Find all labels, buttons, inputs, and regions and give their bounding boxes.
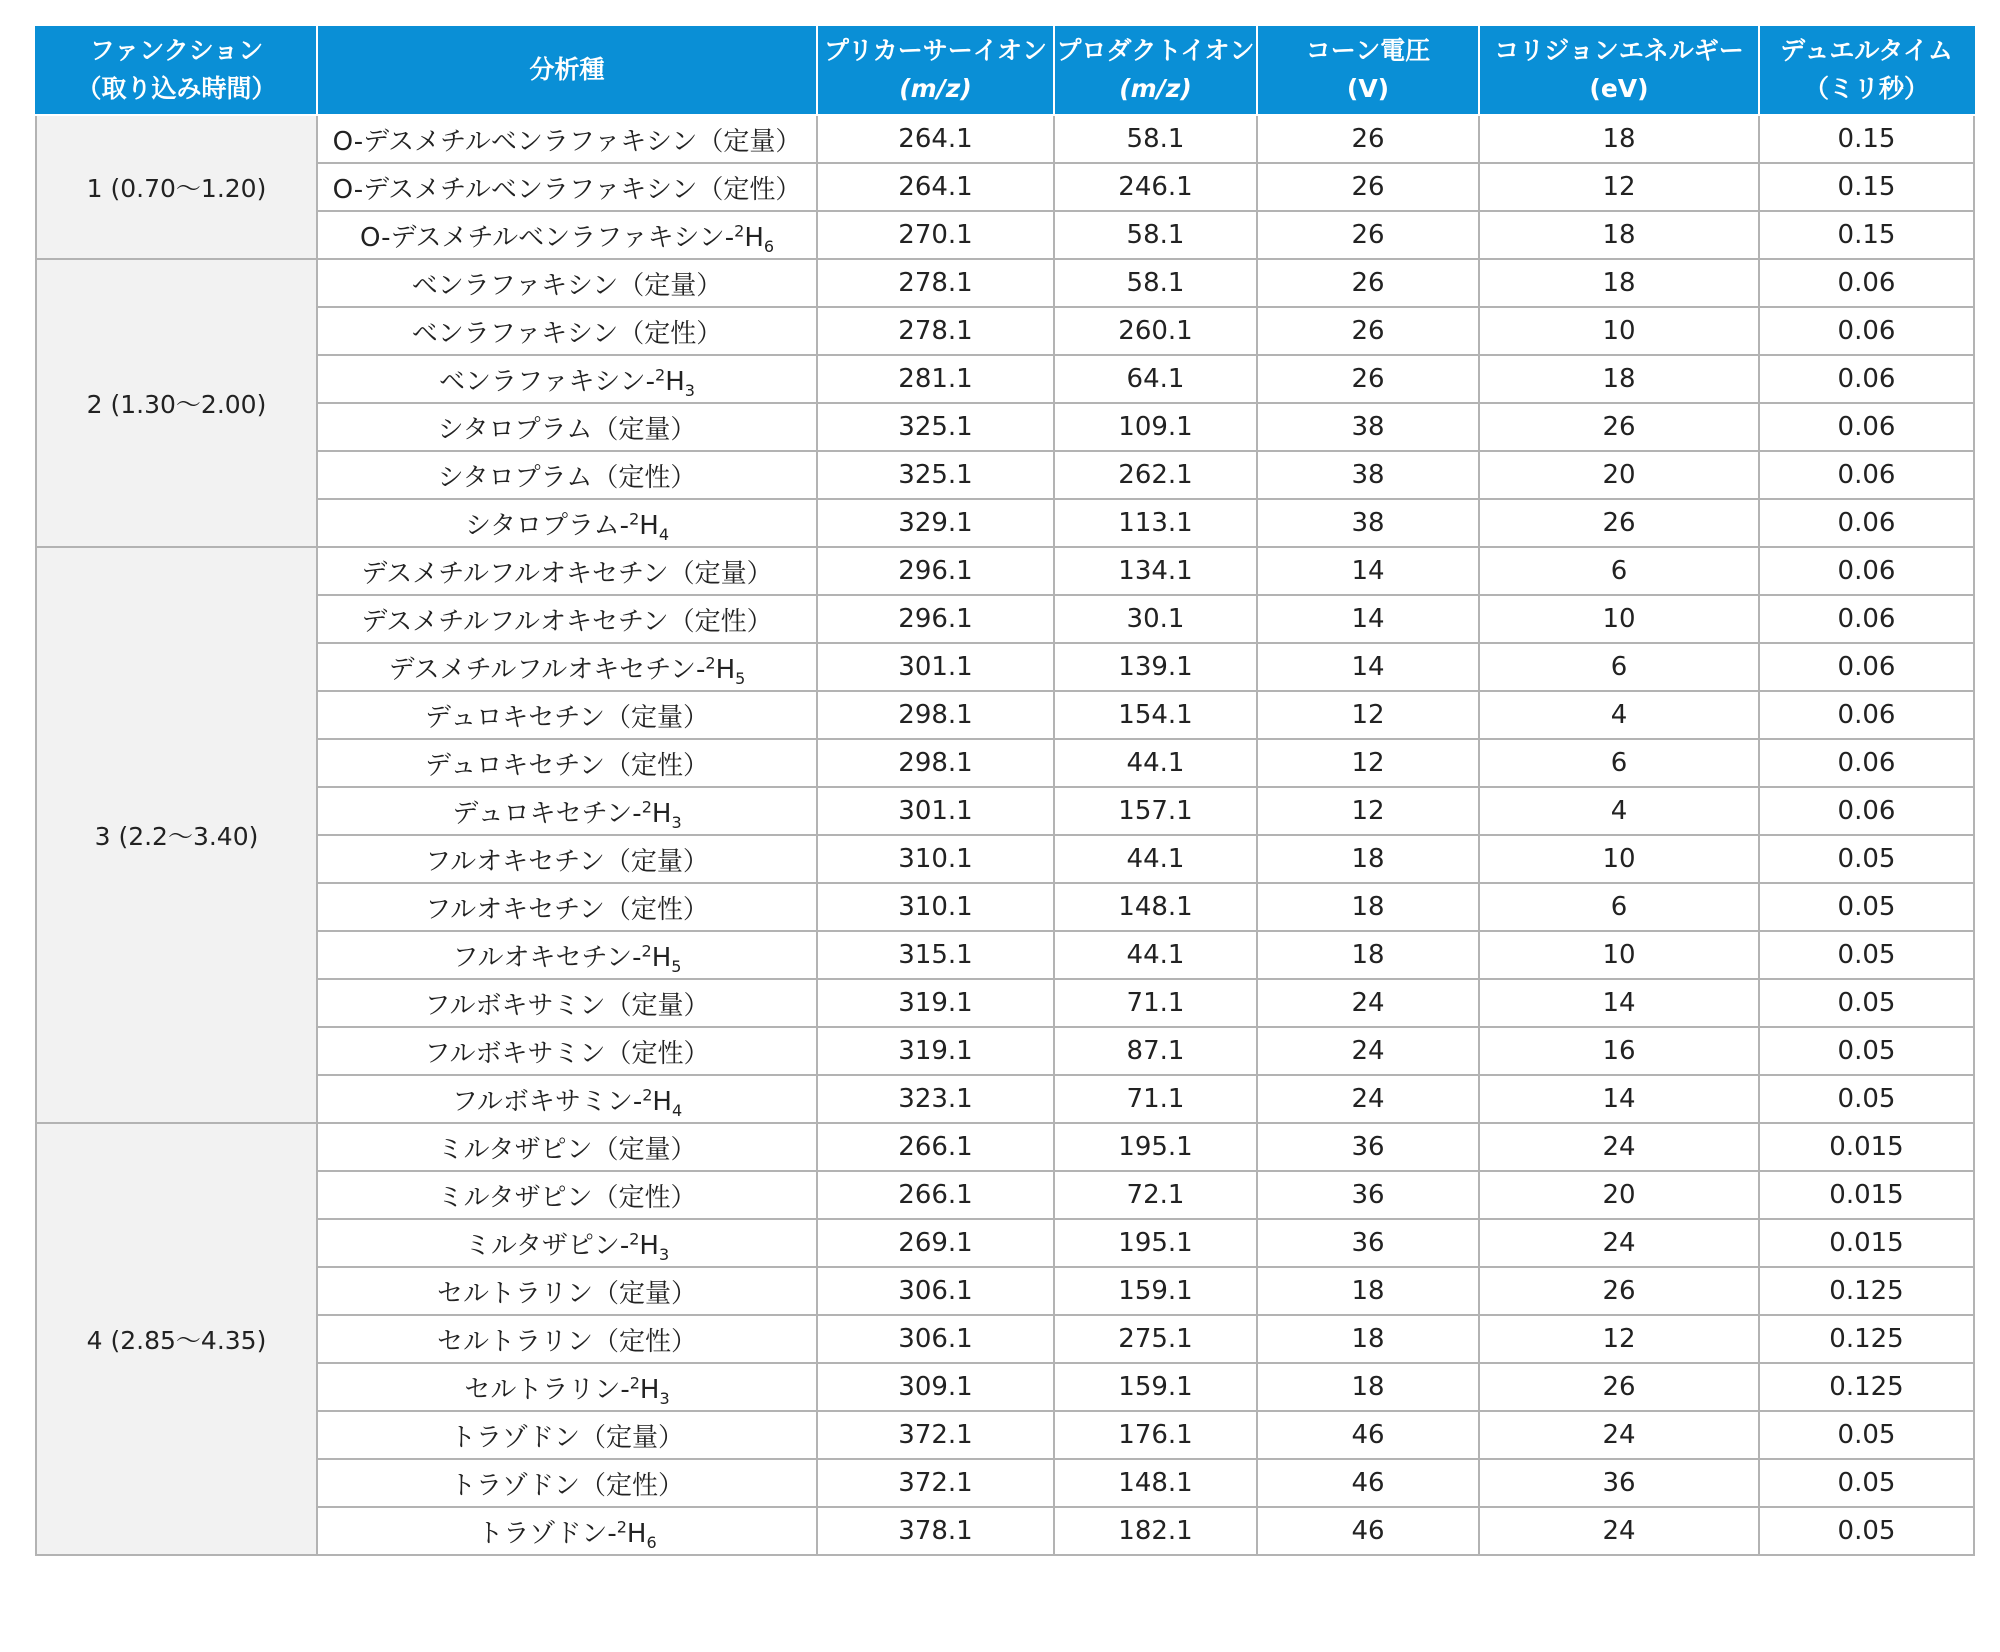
- precursor-cell: 264.1: [817, 115, 1054, 163]
- collision-energy-cell: 24: [1479, 1411, 1759, 1459]
- dwell-time-cell: 0.06: [1759, 739, 1974, 787]
- precursor-cell: 319.1: [817, 979, 1054, 1027]
- analyte-name: デスメチルフルオキセチン-: [388, 654, 706, 685]
- analyte-name: シタロプラム（定性）: [437, 462, 697, 493]
- mrm-parameters-table: [35, 26, 1975, 1556]
- table-row: [36, 595, 1974, 643]
- table-row: [36, 355, 1974, 403]
- table-row: [36, 691, 1974, 739]
- table-row: [36, 115, 1974, 163]
- cone-voltage-cell: 46: [1257, 1459, 1479, 1507]
- collision-energy-cell: 36: [1479, 1459, 1759, 1507]
- collision-energy-cell: 24: [1479, 1123, 1759, 1171]
- precursor-cell: 266.1: [817, 1171, 1054, 1219]
- dwell-time-cell: 0.015: [1759, 1219, 1974, 1267]
- dwell-time-cell: 0.05: [1759, 1027, 1974, 1075]
- product-cell: 30.1: [1054, 595, 1257, 643]
- isotope-mass-number: 2: [641, 796, 652, 816]
- cone-voltage-cell: 26: [1257, 307, 1479, 355]
- table-body: [36, 115, 1974, 1555]
- table-row: [36, 307, 1974, 355]
- cone-voltage-cell: 12: [1257, 691, 1479, 739]
- isotope-mass-number: 2: [629, 1372, 640, 1392]
- isotope-count: 4: [658, 524, 670, 544]
- product-cell: 71.1: [1054, 1075, 1257, 1123]
- cone-voltage-cell: 18: [1257, 1363, 1479, 1411]
- analyte-cell: [317, 307, 817, 355]
- dwell-time-cell: 0.125: [1759, 1363, 1974, 1411]
- analyte-name: ミルタザピン（定量）: [437, 1134, 697, 1165]
- product-cell: 44.1: [1054, 835, 1257, 883]
- analyte-cell: [317, 1315, 817, 1363]
- cone-voltage-cell: 24: [1257, 1027, 1479, 1075]
- analyte-name: フルボキサミン（定量）: [424, 990, 710, 1021]
- analyte-name: ミルタザピン（定性）: [437, 1182, 697, 1213]
- analyte-cell: [317, 883, 817, 931]
- analyte-name: フルオキセチン（定性）: [425, 894, 709, 925]
- cone-voltage-cell: 14: [1257, 547, 1479, 595]
- analyte-name: ベンラファキシン（定性）: [411, 318, 723, 349]
- analyte-cell: [317, 1507, 817, 1555]
- precursor-cell: 298.1: [817, 739, 1054, 787]
- table-row: [36, 1075, 1974, 1123]
- isotope-mass-number: 2: [616, 1516, 627, 1536]
- isotope-count: 5: [671, 956, 682, 976]
- precursor-cell: 269.1: [817, 1219, 1054, 1267]
- table-row: [36, 1267, 1974, 1315]
- cone-voltage-cell: 36: [1257, 1219, 1479, 1267]
- analyte-name: シタロプラム-: [464, 510, 630, 541]
- product-cell: 58.1: [1054, 259, 1257, 307]
- analyte-cell: [317, 403, 817, 451]
- cone-voltage-cell: 24: [1257, 1075, 1479, 1123]
- product-cell: 109.1: [1054, 403, 1257, 451]
- product-cell: 159.1: [1054, 1267, 1257, 1315]
- isotope-mass-number: 2: [629, 508, 640, 528]
- dwell-time-cell: 0.06: [1759, 547, 1974, 595]
- analyte-name: トラゾドン（定性）: [449, 1470, 684, 1501]
- precursor-cell: 306.1: [817, 1267, 1054, 1315]
- analyte-cell: [317, 1171, 817, 1219]
- precursor-cell: 329.1: [817, 499, 1054, 547]
- isotope-element: H: [639, 510, 659, 541]
- analyte-cell: [317, 787, 817, 835]
- cone-voltage-cell: 38: [1257, 403, 1479, 451]
- collision-energy-cell: 10: [1479, 931, 1759, 979]
- product-cell: 275.1: [1054, 1315, 1257, 1363]
- dwell-time-cell: 0.015: [1759, 1123, 1974, 1171]
- analyte-cell: [317, 163, 817, 211]
- header-product-ion: プロダクトイオン (m/z): [1054, 26, 1257, 115]
- function-cell: 3 (2.2～3.40): [36, 547, 317, 1123]
- analyte-cell: [317, 1363, 817, 1411]
- isotope-count: 3: [671, 812, 682, 832]
- dwell-time-cell: 0.05: [1759, 979, 1974, 1027]
- cone-voltage-cell: 14: [1257, 643, 1479, 691]
- dwell-time-cell: 0.06: [1759, 451, 1974, 499]
- isotope-mass-number: 2: [655, 364, 666, 384]
- dwell-time-cell: 0.05: [1759, 1075, 1974, 1123]
- precursor-cell: 325.1: [817, 451, 1054, 499]
- precursor-cell: 266.1: [817, 1123, 1054, 1171]
- analyte-cell: [317, 691, 817, 739]
- cone-voltage-cell: 26: [1257, 163, 1479, 211]
- collision-energy-cell: 26: [1479, 403, 1759, 451]
- precursor-cell: 306.1: [817, 1315, 1054, 1363]
- table-row: [36, 979, 1974, 1027]
- collision-energy-cell: 4: [1479, 691, 1759, 739]
- table-row: [36, 835, 1974, 883]
- table-row: [36, 1315, 1974, 1363]
- dwell-time-cell: 0.05: [1759, 1411, 1974, 1459]
- dwell-time-cell: 0.06: [1759, 595, 1974, 643]
- header-analyte: 分析種: [317, 26, 817, 115]
- dwell-time-cell: 0.06: [1759, 691, 1974, 739]
- analyte-cell: [317, 979, 817, 1027]
- dwell-time-cell: 0.06: [1759, 355, 1974, 403]
- collision-energy-cell: 20: [1479, 451, 1759, 499]
- analyte-cell: [317, 1411, 817, 1459]
- collision-energy-cell: 6: [1479, 739, 1759, 787]
- function-cell: 2 (1.30～2.00): [36, 259, 317, 547]
- product-cell: 260.1: [1054, 307, 1257, 355]
- header-collision-energy: コリジョンエネルギー (eV): [1479, 26, 1759, 115]
- table-row: [36, 643, 1974, 691]
- collision-energy-cell: 10: [1479, 307, 1759, 355]
- header-row: [36, 26, 1974, 115]
- table-row: [36, 1459, 1974, 1507]
- analyte-name: フルオキセチン-: [452, 942, 642, 973]
- analyte-cell: [317, 739, 817, 787]
- table-row: [36, 1507, 1974, 1555]
- product-cell: 176.1: [1054, 1411, 1257, 1459]
- precursor-cell: 310.1: [817, 835, 1054, 883]
- analyte-name: セルトラリン（定性）: [436, 1326, 697, 1357]
- table-row: [36, 739, 1974, 787]
- isotope-count: 6: [646, 1532, 657, 1552]
- dwell-time-cell: 0.06: [1759, 403, 1974, 451]
- dwell-time-cell: 0.06: [1759, 643, 1974, 691]
- analyte-cell: [317, 547, 817, 595]
- precursor-cell: 315.1: [817, 931, 1054, 979]
- product-cell: 58.1: [1054, 211, 1257, 259]
- cone-voltage-cell: 26: [1257, 115, 1479, 163]
- header-precursor-ion: プリカーサーイオン (m/z): [817, 26, 1054, 115]
- analyte-name: フルボキサミン-: [451, 1086, 643, 1117]
- collision-energy-cell: 12: [1479, 1315, 1759, 1363]
- precursor-cell: 264.1: [817, 163, 1054, 211]
- dwell-time-cell: 0.06: [1759, 787, 1974, 835]
- table-row: [36, 211, 1974, 259]
- product-cell: 71.1: [1054, 979, 1257, 1027]
- cone-voltage-cell: 36: [1257, 1123, 1479, 1171]
- table-row: [36, 1219, 1974, 1267]
- product-cell: 246.1: [1054, 163, 1257, 211]
- analyte-cell: [317, 1123, 817, 1171]
- cone-voltage-cell: 26: [1257, 259, 1479, 307]
- cone-voltage-cell: 18: [1257, 931, 1479, 979]
- dwell-time-cell: 0.05: [1759, 883, 1974, 931]
- cone-voltage-cell: 18: [1257, 1315, 1479, 1363]
- isotope-element: H: [651, 942, 672, 973]
- table-row: [36, 1027, 1974, 1075]
- product-cell: 44.1: [1054, 931, 1257, 979]
- product-cell: 262.1: [1054, 451, 1257, 499]
- cone-voltage-cell: 12: [1257, 739, 1479, 787]
- table-row: [36, 883, 1974, 931]
- collision-energy-cell: 14: [1479, 979, 1759, 1027]
- table-row: [36, 163, 1974, 211]
- collision-energy-cell: 10: [1479, 835, 1759, 883]
- collision-energy-cell: 6: [1479, 883, 1759, 931]
- cone-voltage-cell: 46: [1257, 1507, 1479, 1555]
- product-cell: 72.1: [1054, 1171, 1257, 1219]
- isotope-count: 5: [735, 668, 746, 688]
- analyte-cell: [317, 1075, 817, 1123]
- analyte-name: デスメチルフルオキセチン（定量）: [361, 558, 773, 589]
- header-function: ファンクション （取り込み時間）: [36, 26, 317, 115]
- product-cell: 87.1: [1054, 1027, 1257, 1075]
- dwell-time-cell: 0.06: [1759, 259, 1974, 307]
- table-row: [36, 547, 1974, 595]
- dwell-time-cell: 0.05: [1759, 931, 1974, 979]
- precursor-cell: 301.1: [817, 787, 1054, 835]
- precursor-cell: 309.1: [817, 1363, 1054, 1411]
- cone-voltage-cell: 36: [1257, 1171, 1479, 1219]
- isotope-mass-number: 2: [641, 940, 652, 960]
- analyte-name: セルトラリン（定量）: [436, 1278, 697, 1309]
- collision-energy-cell: 18: [1479, 355, 1759, 403]
- collision-energy-cell: 16: [1479, 1027, 1759, 1075]
- product-cell: 148.1: [1054, 1459, 1257, 1507]
- analyte-cell: [317, 1027, 817, 1075]
- analyte-cell: [317, 259, 817, 307]
- product-cell: 154.1: [1054, 691, 1257, 739]
- analyte-name: シタロプラム（定量）: [437, 414, 697, 445]
- table-row: [36, 499, 1974, 547]
- table-row: [36, 1411, 1974, 1459]
- analyte-cell: [317, 1459, 817, 1507]
- analyte-cell: [317, 355, 817, 403]
- isotope-mass-number: 2: [705, 652, 716, 672]
- precursor-cell: 296.1: [817, 595, 1054, 643]
- product-cell: 139.1: [1054, 643, 1257, 691]
- collision-energy-cell: 20: [1479, 1171, 1759, 1219]
- isotope-element: H: [652, 1086, 672, 1117]
- analyte-name: O-デスメチルベンラファキシン-: [359, 222, 735, 253]
- collision-energy-cell: 10: [1479, 595, 1759, 643]
- product-cell: 64.1: [1054, 355, 1257, 403]
- cone-voltage-cell: 18: [1257, 835, 1479, 883]
- collision-energy-cell: 18: [1479, 115, 1759, 163]
- analyte-cell: [317, 643, 817, 691]
- precursor-cell: 310.1: [817, 883, 1054, 931]
- header-cone-voltage: コーン電圧 (V): [1257, 26, 1479, 115]
- collision-energy-cell: 14: [1479, 1075, 1759, 1123]
- analyte-cell: [317, 115, 817, 163]
- cone-voltage-cell: 26: [1257, 211, 1479, 259]
- product-cell: 159.1: [1054, 1363, 1257, 1411]
- product-cell: 182.1: [1054, 1507, 1257, 1555]
- isotope-count: 4: [671, 1100, 683, 1120]
- analyte-cell: [317, 1219, 817, 1267]
- table-row: [36, 403, 1974, 451]
- precursor-cell: 372.1: [817, 1411, 1054, 1459]
- product-cell: 195.1: [1054, 1123, 1257, 1171]
- collision-energy-cell: 18: [1479, 211, 1759, 259]
- analyte-cell: [317, 931, 817, 979]
- analyte-name: O-デスメチルベンラファキシン（定量）: [332, 126, 802, 157]
- product-cell: 157.1: [1054, 787, 1257, 835]
- dwell-time-cell: 0.015: [1759, 1171, 1974, 1219]
- dwell-time-cell: 0.125: [1759, 1315, 1974, 1363]
- cone-voltage-cell: 38: [1257, 451, 1479, 499]
- product-cell: 44.1: [1054, 739, 1257, 787]
- function-cell: 1 (0.70～1.20): [36, 115, 317, 259]
- isotope-count: 6: [763, 236, 775, 256]
- analyte-cell: [317, 211, 817, 259]
- cone-voltage-cell: 38: [1257, 499, 1479, 547]
- cone-voltage-cell: 24: [1257, 979, 1479, 1027]
- isotope-element: H: [651, 798, 672, 829]
- precursor-cell: 278.1: [817, 307, 1054, 355]
- precursor-cell: 325.1: [817, 403, 1054, 451]
- table-row: [36, 1123, 1974, 1171]
- isotope-mass-number: 2: [734, 220, 745, 240]
- isotope-count: 3: [659, 1388, 670, 1408]
- function-cell: 4 (2.85～4.35): [36, 1123, 317, 1555]
- table-row: [36, 787, 1974, 835]
- precursor-cell: 323.1: [817, 1075, 1054, 1123]
- isotope-element: H: [665, 366, 685, 397]
- product-cell: 113.1: [1054, 499, 1257, 547]
- isotope-element: H: [639, 1374, 660, 1405]
- precursor-cell: 296.1: [817, 547, 1054, 595]
- analyte-name: セルトラリン-: [464, 1374, 630, 1405]
- dwell-time-cell: 0.125: [1759, 1267, 1974, 1315]
- isotope-mass-number: 2: [642, 1084, 653, 1104]
- analyte-name: フルボキサミン（定性）: [424, 1038, 710, 1069]
- analyte-name: ベンラファキシン（定量）: [411, 270, 723, 301]
- isotope-element: H: [626, 1518, 647, 1549]
- collision-energy-cell: 24: [1479, 1507, 1759, 1555]
- analyte-name: O-デスメチルベンラファキシン（定性）: [332, 174, 802, 205]
- analyte-cell: [317, 499, 817, 547]
- isotope-count: 3: [658, 1244, 670, 1264]
- header-dwell-time: デュエルタイム （ミリ秒）: [1759, 26, 1974, 115]
- cone-voltage-cell: 18: [1257, 1267, 1479, 1315]
- table-row: [36, 259, 1974, 307]
- analyte-name: デュロキセチン（定性）: [425, 750, 709, 781]
- analyte-cell: [317, 451, 817, 499]
- cone-voltage-cell: 14: [1257, 595, 1479, 643]
- isotope-element: H: [639, 1230, 659, 1261]
- dwell-time-cell: 0.05: [1759, 1507, 1974, 1555]
- dwell-time-cell: 0.06: [1759, 307, 1974, 355]
- dwell-time-cell: 0.05: [1759, 1459, 1974, 1507]
- cone-voltage-cell: 26: [1257, 355, 1479, 403]
- analyte-cell: [317, 835, 817, 883]
- product-cell: 58.1: [1054, 115, 1257, 163]
- analyte-name: フルオキセチン（定量）: [425, 846, 709, 877]
- dwell-time-cell: 0.15: [1759, 115, 1974, 163]
- analyte-cell: [317, 595, 817, 643]
- collision-energy-cell: 24: [1479, 1219, 1759, 1267]
- collision-energy-cell: 12: [1479, 163, 1759, 211]
- collision-energy-cell: 6: [1479, 547, 1759, 595]
- isotope-element: H: [744, 222, 764, 253]
- collision-energy-cell: 4: [1479, 787, 1759, 835]
- precursor-cell: 378.1: [817, 1507, 1054, 1555]
- product-cell: 195.1: [1054, 1219, 1257, 1267]
- precursor-cell: 270.1: [817, 211, 1054, 259]
- cone-voltage-cell: 46: [1257, 1411, 1479, 1459]
- product-cell: 148.1: [1054, 883, 1257, 931]
- cone-voltage-cell: 18: [1257, 883, 1479, 931]
- isotope-mass-number: 2: [629, 1228, 640, 1248]
- table-row: [36, 1171, 1974, 1219]
- precursor-cell: 372.1: [817, 1459, 1054, 1507]
- precursor-cell: 278.1: [817, 259, 1054, 307]
- cone-voltage-cell: 12: [1257, 787, 1479, 835]
- analyte-name: デュロキセチン-: [452, 798, 642, 829]
- precursor-cell: 281.1: [817, 355, 1054, 403]
- collision-energy-cell: 26: [1479, 1363, 1759, 1411]
- analyte-name: デュロキセチン（定量）: [425, 702, 709, 733]
- table-row: [36, 931, 1974, 979]
- analyte-name: デスメチルフルオキセチン（定性）: [361, 606, 773, 637]
- analyte-name: トラゾドン（定量）: [449, 1422, 684, 1453]
- collision-energy-cell: 18: [1479, 259, 1759, 307]
- product-cell: 134.1: [1054, 547, 1257, 595]
- dwell-time-cell: 0.15: [1759, 211, 1974, 259]
- precursor-cell: 319.1: [817, 1027, 1054, 1075]
- collision-energy-cell: 26: [1479, 499, 1759, 547]
- collision-energy-cell: 26: [1479, 1267, 1759, 1315]
- dwell-time-cell: 0.06: [1759, 499, 1974, 547]
- analyte-name: トラゾドン-: [477, 1518, 617, 1549]
- dwell-time-cell: 0.05: [1759, 835, 1974, 883]
- analyte-cell: [317, 1267, 817, 1315]
- isotope-count: 3: [684, 380, 695, 400]
- table-row: [36, 451, 1974, 499]
- analyte-name: ミルタザピン-: [464, 1230, 630, 1261]
- precursor-cell: 301.1: [817, 643, 1054, 691]
- collision-energy-cell: 6: [1479, 643, 1759, 691]
- analyte-name: ベンラファキシン-: [439, 366, 655, 397]
- dwell-time-cell: 0.15: [1759, 163, 1974, 211]
- precursor-cell: 298.1: [817, 691, 1054, 739]
- isotope-element: H: [715, 654, 736, 685]
- table-row: [36, 1363, 1974, 1411]
